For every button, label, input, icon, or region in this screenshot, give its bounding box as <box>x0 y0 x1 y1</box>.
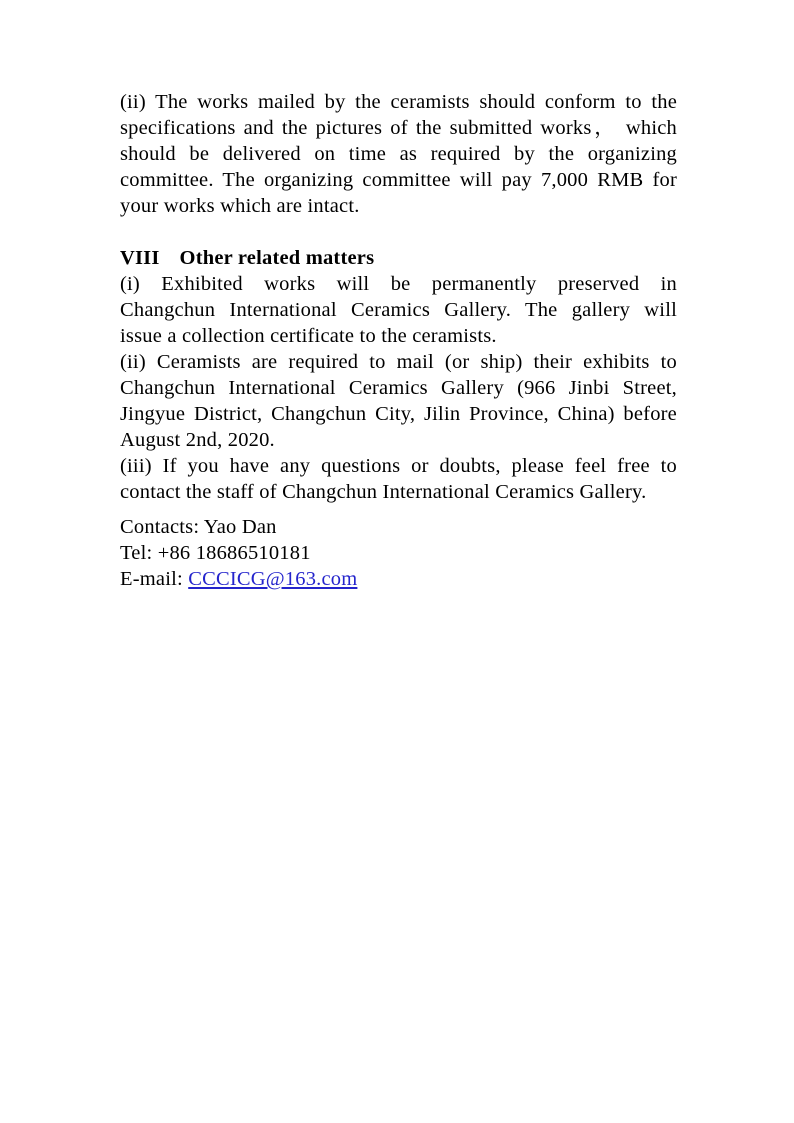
paragraph-line: your works which are intact. <box>120 195 360 217</box>
contact-name-line: Contacts: Yao Dan <box>120 516 277 538</box>
paragraph-line: Jingyue District, Changchun City, Jilin Province, China) before <box>120 403 677 425</box>
document-content <box>120 89 677 592</box>
paragraph-mail-exhibits <box>120 349 677 453</box>
section-title: Other related matters <box>179 247 375 269</box>
paragraph-line: Changchun International Ceramics Gallery. The gallery will <box>120 299 677 321</box>
paragraph-line: August 2nd, 2020. <box>120 429 275 451</box>
email-link[interactable]: CCCICG@163.com <box>188 568 358 590</box>
paragraph-line: (ii) The works mailed by the ceramists should conform to the <box>120 91 677 113</box>
paragraph-line: specifications and the pictures of the submitted works， which <box>120 117 677 139</box>
paragraph-line: committee. The organizing committee will pay 7,000 RMB for <box>120 169 677 191</box>
paragraph-line: should be delivered on time as required by the organizing <box>120 143 677 165</box>
paragraph-mailed-works <box>120 89 677 219</box>
paragraph-exhibited-works <box>120 271 677 349</box>
paragraph-line: Changchun International Ceramics Gallery (966 Jinbi Street, <box>120 377 677 399</box>
section-number: VIII <box>120 247 160 269</box>
paragraph-line: (i) Exhibited works will be permanently preserved in <box>120 273 677 295</box>
section-heading-viii <box>120 245 677 271</box>
paragraph-line: (ii) Ceramists are required to mail (or ship) their exhibits to <box>120 351 677 373</box>
paragraph-questions <box>120 453 677 505</box>
paragraph-line: contact the staff of Changchun International Ceramics Gallery. <box>120 481 647 503</box>
contacts-block <box>120 514 677 592</box>
paragraph-line: issue a collection certificate to the ceramists. <box>120 325 497 347</box>
email-label: E-mail: <box>120 568 189 590</box>
contact-tel-line: Tel: +86 18686510181 <box>120 542 311 564</box>
contact-email-line <box>120 566 677 592</box>
paragraph-line: (iii) If you have any questions or doubts, please feel free to <box>120 455 677 477</box>
